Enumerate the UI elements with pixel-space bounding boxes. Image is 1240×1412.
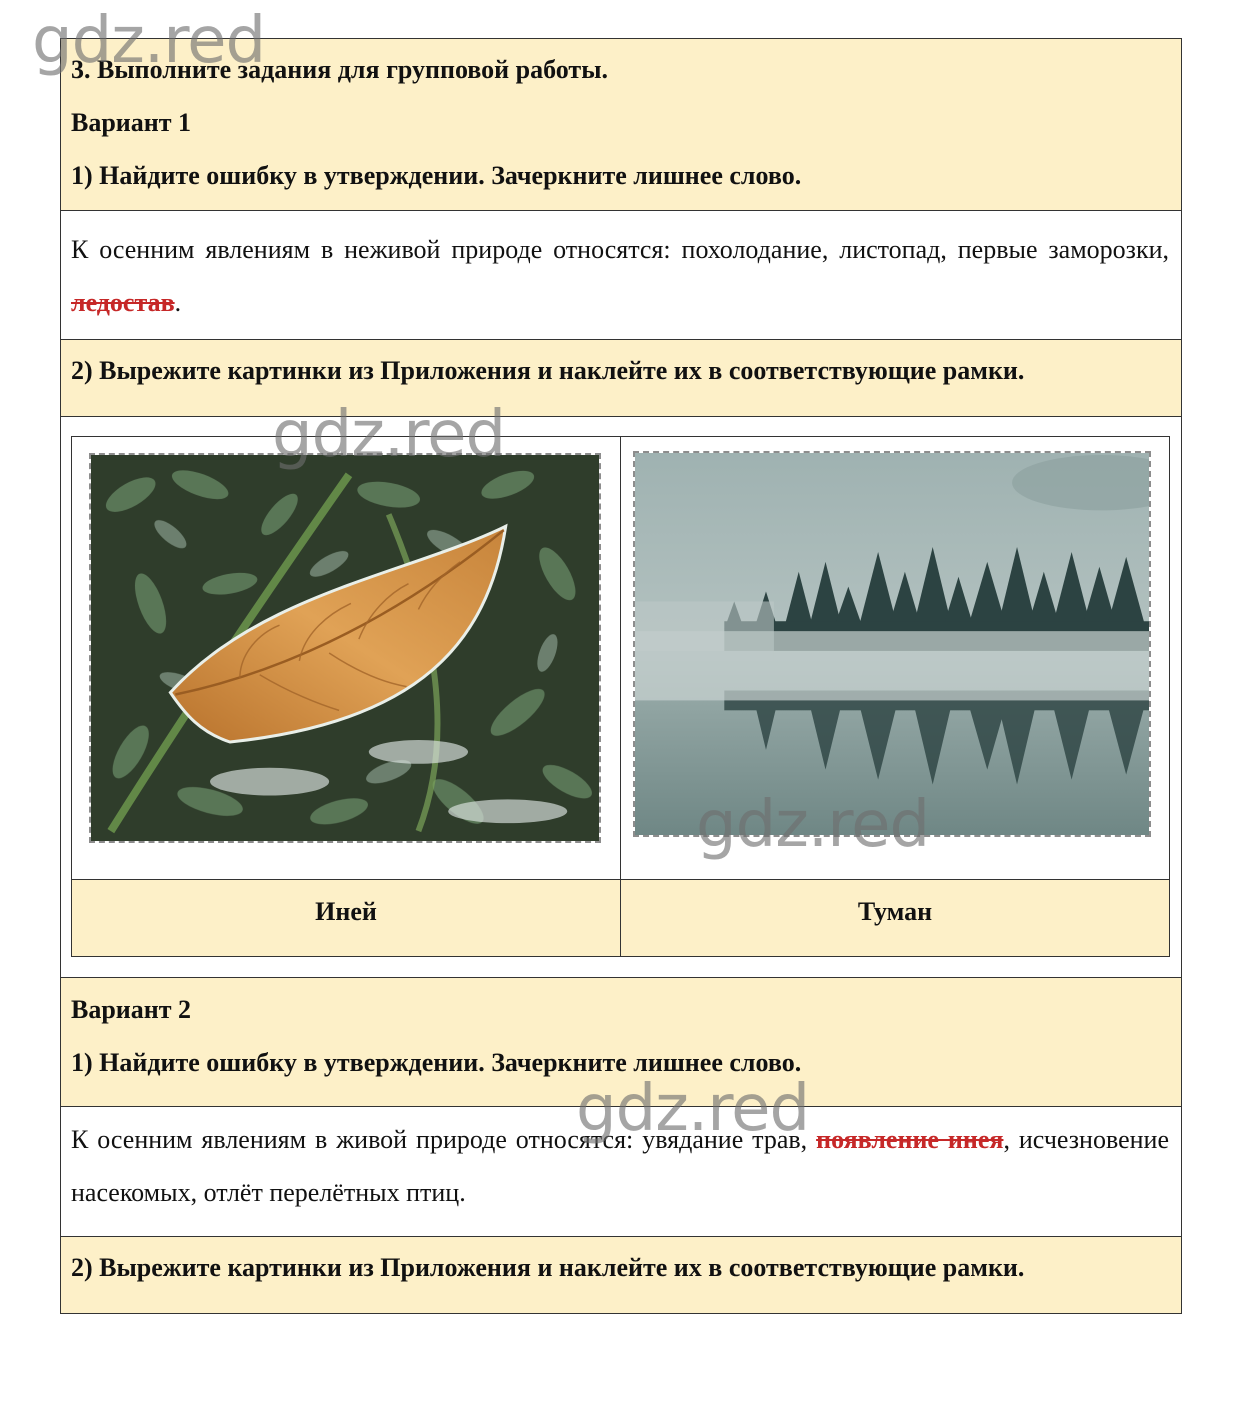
fog-caption: Туман [621, 880, 1170, 957]
variant2-question2-row [61, 1237, 1181, 1313]
variant2-heading: Вариант 2 [71, 995, 192, 1024]
frost-frame [72, 437, 621, 880]
variant2-question2: 2) Вырежите картинки из Приложения и наклейте их в соответствующие рамки. [71, 1253, 1025, 1282]
variant2-answer-text: К осенним явлениям в живой природе относятся: увядание трав, появление инея, исчезновение насекомых, отлёт перелётных птиц. [71, 1125, 1169, 1207]
variant1-answer1 [61, 211, 1181, 340]
watermark: gdz.red [696, 788, 930, 862]
picture-table [71, 436, 1170, 957]
variant1-question1: 1) Найдите ошибку в утверждении. Зачеркните лишнее слово. [71, 161, 802, 190]
variant1-heading: Вариант 1 [71, 108, 192, 137]
fog-frame [621, 437, 1170, 880]
variant2-question1: 1) Найдите ошибку в утверждении. Зачеркните лишнее слово. [71, 1048, 802, 1077]
struck-phrase: появление инея [816, 1125, 1004, 1154]
variant1-answer-text: К осенним явлениям в неживой природе относятся: похолодание, листопад, первые заморозки, ледостав. [71, 235, 1169, 317]
struck-word: ледостав [71, 288, 175, 317]
task-header [61, 39, 1181, 211]
variant1-question2-row [61, 340, 1181, 417]
watermark: gdz.red [576, 1072, 810, 1146]
frost-leaf-photo [89, 453, 601, 843]
task-table [60, 38, 1182, 1314]
variant2-answer1 [61, 1107, 1181, 1237]
watermark: gdz.red [32, 4, 266, 78]
frost-caption: Иней [72, 880, 621, 957]
task-title: 3. Выполните задания для групповой работы. [71, 55, 608, 84]
variant2-header [61, 978, 1181, 1107]
picture-frames [61, 417, 1181, 978]
watermark: gdz.red [272, 398, 506, 472]
fog-lake-photo [633, 451, 1151, 837]
variant1-question2: 2) Вырежите картинки из Приложения и наклейте их в соответствующие рамки. [71, 356, 1025, 385]
